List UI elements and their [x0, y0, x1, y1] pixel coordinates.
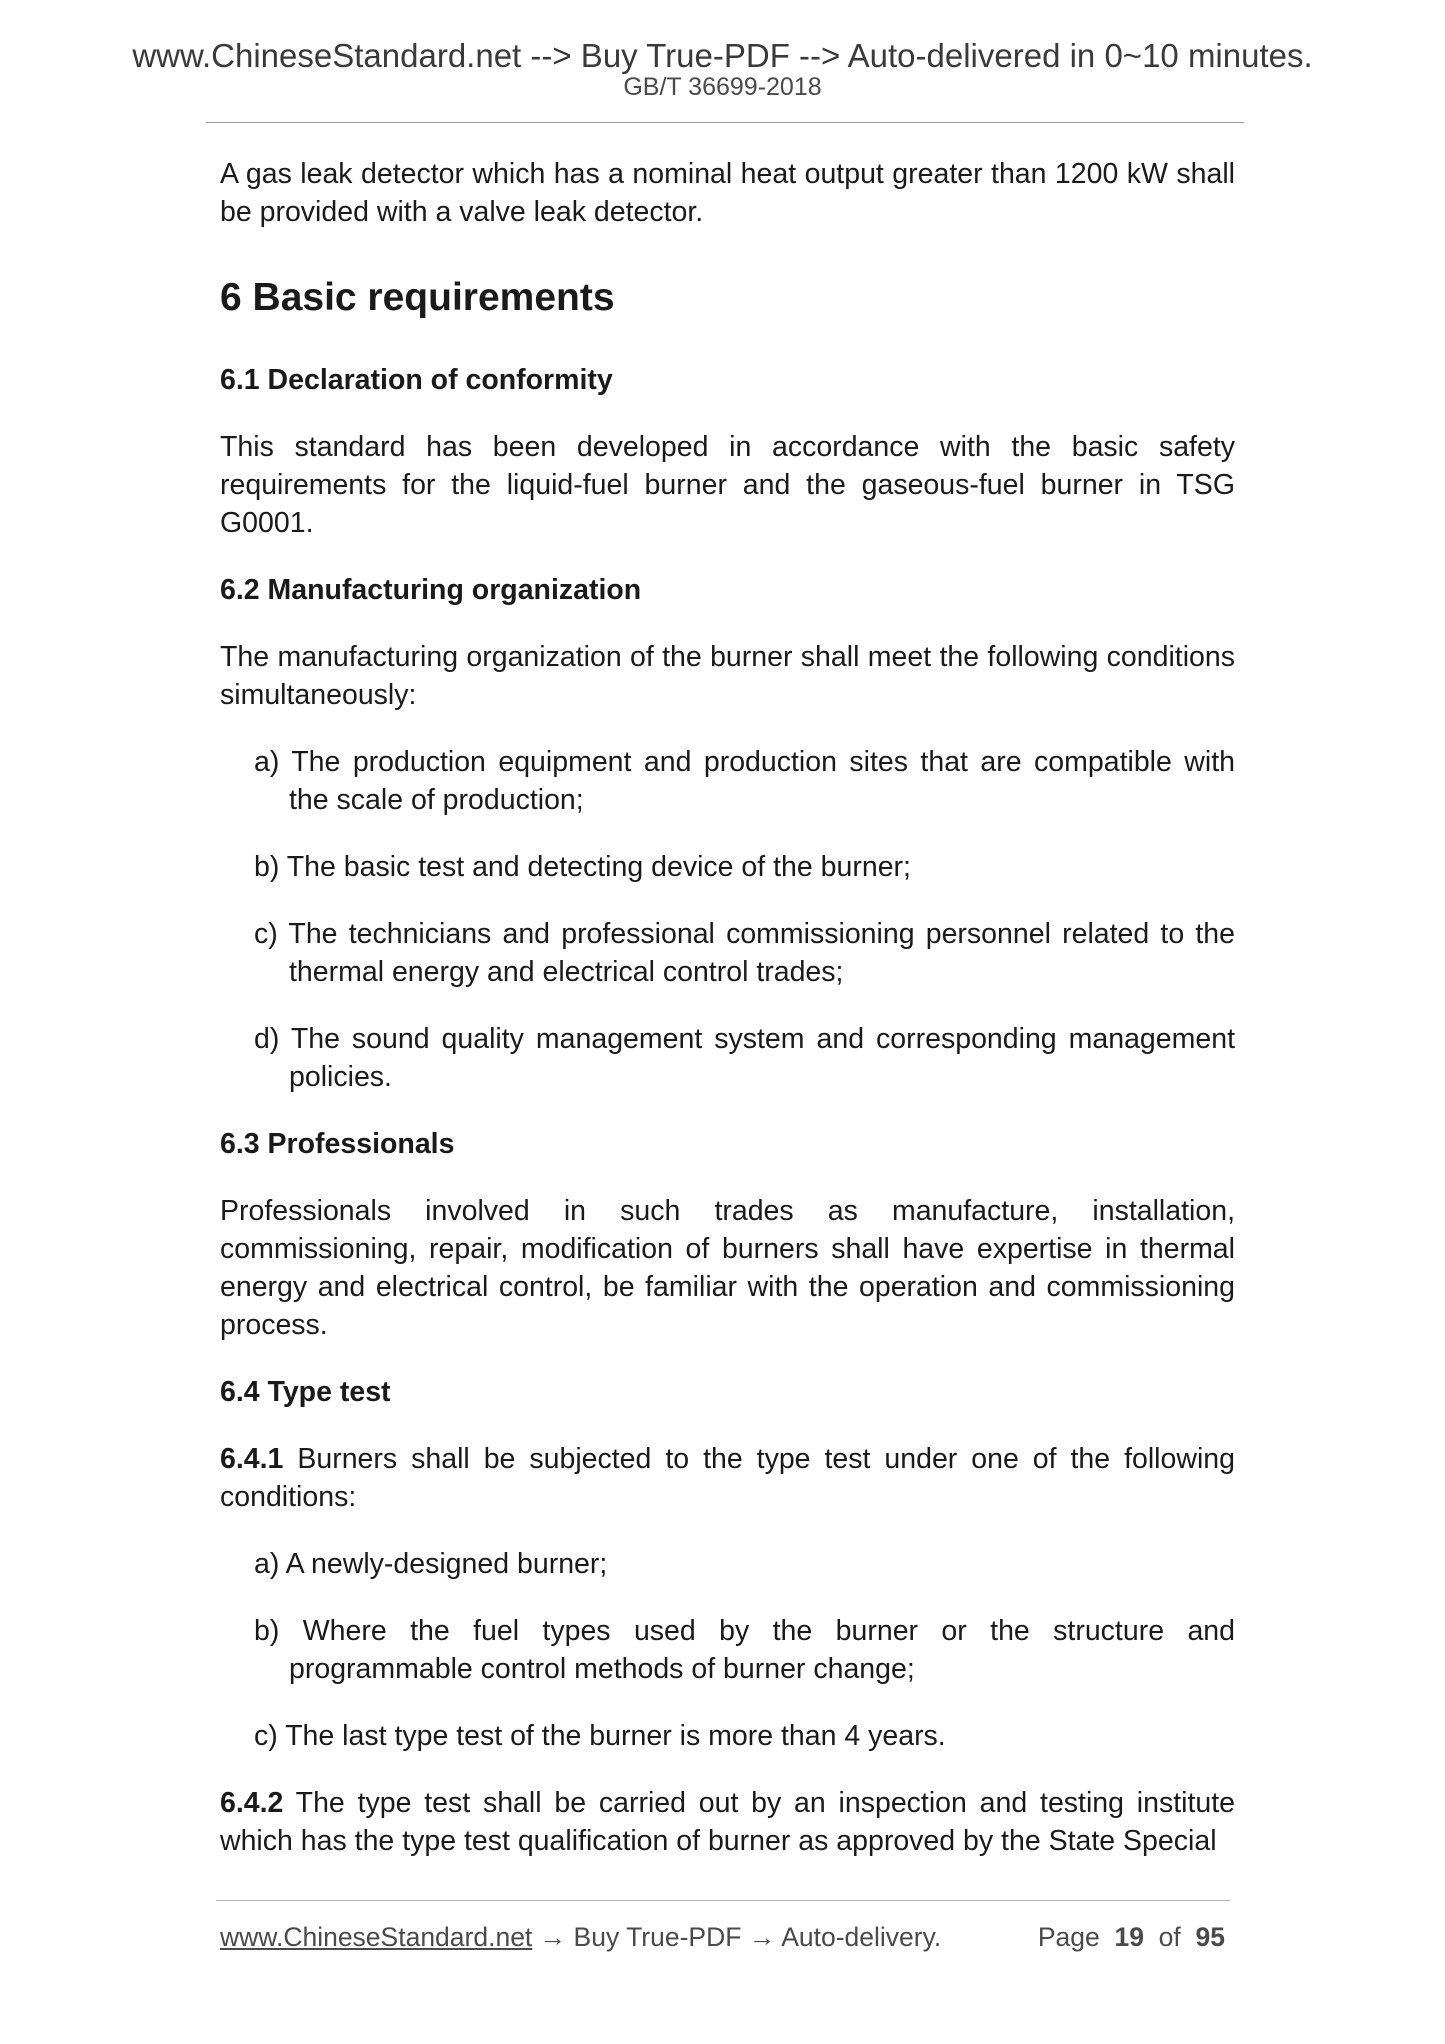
- clause-6-4-1-paragraph: [220, 1440, 1235, 1516]
- list-item: a) The production equipment and production sites that are compatible with the scale of production;: [254, 746, 1235, 816]
- footer-buy-text: Buy True-PDF: [573, 1922, 742, 1952]
- footer-auto-text: Auto-delivery.: [781, 1922, 942, 1952]
- list-item: b) The basic test and detecting device of the burner;: [254, 851, 911, 883]
- clause-text: The type test shall be carried out by an inspection and testing institute which has the type test qualification of burner as approved by the State Special: [220, 1787, 1235, 1857]
- page-footer: [220, 1920, 1225, 1954]
- source-banner: www.ChineseStandard.net --> Buy True-PDF --> Auto-delivered in 0~10 minutes.: [132, 37, 1313, 74]
- page-content: [220, 155, 1235, 1889]
- section-6-1-heading: 6.1 Declaration of conformity: [220, 364, 613, 396]
- of-label: of: [1158, 1922, 1181, 1952]
- current-page: 19: [1114, 1922, 1144, 1952]
- page-label: Page: [1037, 1922, 1100, 1952]
- arrow-right-icon: →: [748, 1922, 776, 1952]
- clause-number: 6.4.2: [220, 1787, 284, 1819]
- list-item: c) The last type test of the burner is more than 4 years.: [254, 1720, 946, 1752]
- arrow-right-icon: →: [539, 1922, 567, 1952]
- total-pages: 95: [1195, 1922, 1225, 1952]
- section-6-2-paragraph: The manufacturing organization of the burner shall meet the following conditions simultaneously:: [220, 641, 1235, 711]
- clause-number: 6.4.1: [220, 1443, 284, 1475]
- footer-rule: [216, 1900, 1230, 1901]
- section-6-1-paragraph: This standard has been developed in accordance with the basic safety requirements for the liquid-fuel burner and the gaseous-fuel burner in TSG G0001.: [220, 431, 1235, 539]
- section-6-3-paragraph: Professionals involved in such trades as manufacture, installation, commissioning, repair, modification of burners shall have expertise in thermal energy and electrical control, be familiar with the operation and commissioning process.: [220, 1195, 1235, 1341]
- list-item: d) The sound quality management system and corresponding management policies.: [254, 1023, 1235, 1093]
- footer-site-link[interactable]: www.ChineseStandard.net: [220, 1922, 533, 1952]
- header-rule: [206, 122, 1244, 123]
- section-6-4-heading: 6.4 Type test: [220, 1376, 391, 1408]
- clause-text: Burners shall be subjected to the type test under one of the following conditions:: [220, 1443, 1235, 1513]
- page-number: [1038, 1920, 1225, 1954]
- list-item: b) Where the fuel types used by the burner or the structure and programmable control methods of burner change;: [254, 1615, 1235, 1685]
- list-item: c) The technicians and professional commissioning personnel related to the thermal energy and electrical control trades;: [254, 918, 1235, 988]
- intro-paragraph: A gas leak detector which has a nominal heat output greater than 1200 kW shall be provided with a valve leak detector.: [220, 158, 1235, 228]
- list-item: a) A newly-designed burner;: [254, 1548, 608, 1580]
- section-6-3-heading: 6.3 Professionals: [220, 1128, 455, 1160]
- document-id: GB/T 36699-2018: [623, 73, 822, 101]
- section-6-heading: 6 Basic requirements: [220, 276, 615, 319]
- clause-6-4-2-paragraph: [220, 1784, 1235, 1860]
- section-6-2-heading: 6.2 Manufacturing organization: [220, 574, 642, 606]
